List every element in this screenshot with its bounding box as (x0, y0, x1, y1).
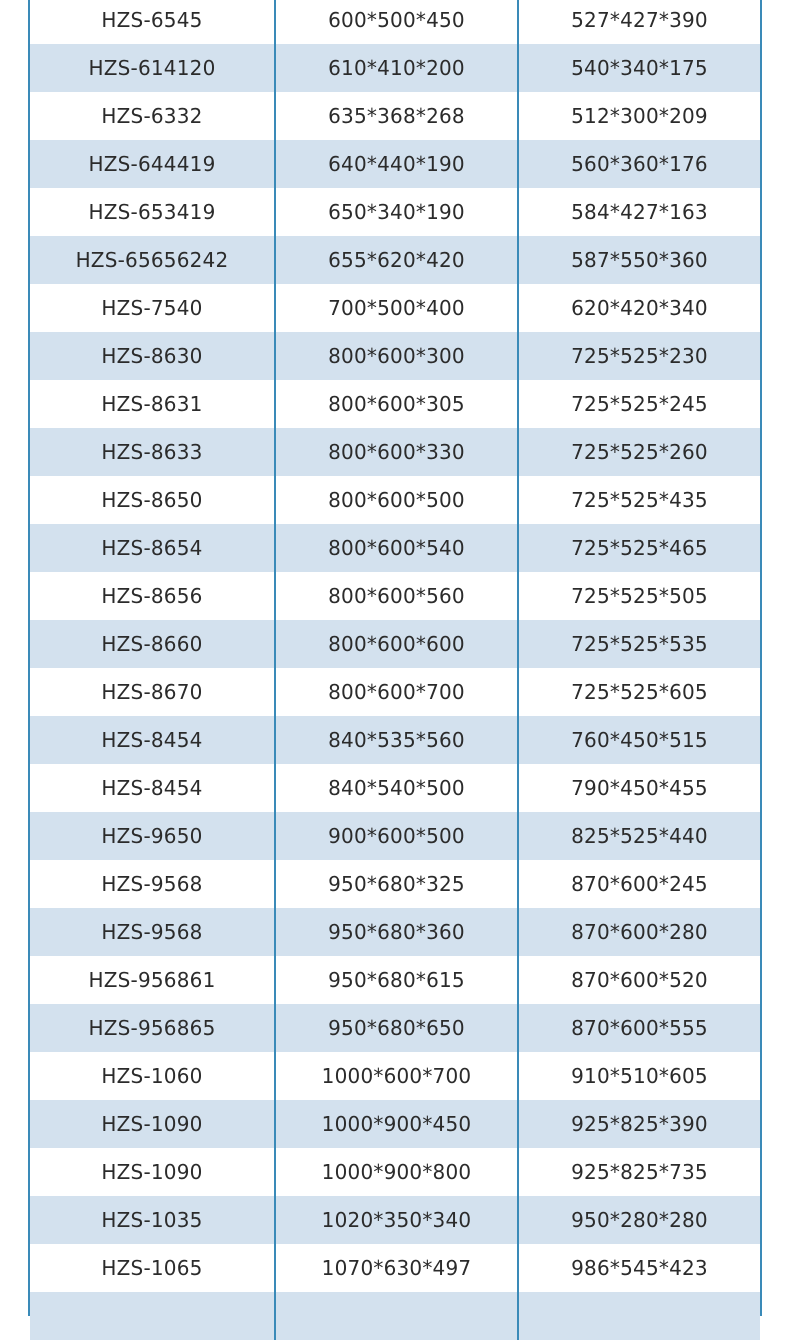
inner-size-cell: 725*525*535 (517, 620, 760, 668)
outer-size-cell: 800*600*540 (274, 524, 517, 572)
outer-size-cell: 800*600*700 (274, 668, 517, 716)
table-row (30, 524, 760, 572)
inner-size-cell: 540*340*175 (517, 44, 760, 92)
outer-size-cell: 900*600*500 (274, 812, 517, 860)
table-row (30, 188, 760, 236)
outer-size-cell: 950*680*650 (274, 1004, 517, 1052)
inner-size-cell: 870*600*555 (517, 1004, 760, 1052)
model-cell: HZS-644419 (88, 152, 216, 176)
model-cell: HZS-614120 (88, 56, 216, 80)
model-cell: HZS-1065 (101, 1256, 203, 1280)
inner-size-cell: 825*525*440 (517, 812, 760, 860)
model-cell: HZS-65656242 (75, 248, 229, 272)
inner-size-cell: 560*360*176 (517, 140, 760, 188)
inner-size-cell: 925*825*735 (517, 1148, 760, 1196)
inner-size-cell: 870*600*280 (517, 908, 760, 956)
outer-size-cell: 640*440*190 (274, 140, 517, 188)
table-row (30, 140, 760, 188)
inner-size-cell: 725*525*435 (517, 476, 760, 524)
outer-size-cell: 700*500*400 (274, 284, 517, 332)
model-cell: HZS-956861 (88, 968, 216, 992)
table-row (30, 716, 760, 764)
inner-size-cell: 986*545*423 (517, 1244, 760, 1292)
table-row (30, 236, 760, 284)
model-cell: HZS-8654 (101, 536, 203, 560)
model-cell: HZS-1090 (101, 1112, 203, 1136)
model-cell: HZS-9650 (101, 824, 203, 848)
table-row (30, 428, 760, 476)
inner-size-cell: 725*525*505 (517, 572, 760, 620)
table-row (30, 956, 760, 1004)
model-cell: HZS-7540 (101, 296, 203, 320)
model-cell (30, 1292, 274, 1340)
table-row (30, 1004, 760, 1052)
inner-size-cell: 925*825*390 (517, 1100, 760, 1148)
outer-size-cell: 650*340*190 (274, 188, 517, 236)
inner-size-cell: 620*420*340 (517, 284, 760, 332)
model-cell: HZS-8454 (101, 728, 203, 752)
model-cell: HZS-6545 (101, 8, 203, 32)
table-row (30, 1292, 760, 1340)
inner-size-cell: 725*525*605 (517, 668, 760, 716)
table-row (30, 476, 760, 524)
model-cell: HZS-8660 (101, 632, 203, 656)
table-row (30, 812, 760, 860)
outer-size-cell: 800*600*300 (274, 332, 517, 380)
model-cell: HZS-9568 (101, 920, 203, 944)
outer-size-cell: 600*500*450 (274, 0, 517, 44)
table-row (30, 668, 760, 716)
inner-size-cell: 584*427*163 (517, 188, 760, 236)
inner-size-cell: 760*450*515 (517, 716, 760, 764)
model-cell: HZS-1090 (101, 1160, 203, 1184)
table-row (30, 860, 760, 908)
outer-size-cell: 1020*350*340 (274, 1196, 517, 1244)
inner-size-cell: 587*550*360 (517, 236, 760, 284)
table-row (30, 572, 760, 620)
model-cell: HZS-8630 (101, 344, 203, 368)
table-row (30, 620, 760, 668)
inner-size-cell: 870*600*520 (517, 956, 760, 1004)
outer-size-cell: 1000*900*800 (274, 1148, 517, 1196)
inner-size-cell: 512*300*209 (517, 92, 760, 140)
outer-size-cell: 950*680*615 (274, 956, 517, 1004)
table-row (30, 1100, 760, 1148)
inner-size-cell: 527*427*390 (517, 0, 760, 44)
inner-size-cell: 725*525*465 (517, 524, 760, 572)
inner-size-cell (517, 1292, 760, 1340)
outer-size-cell: 800*600*330 (274, 428, 517, 476)
outer-size-cell: 800*600*500 (274, 476, 517, 524)
table-row (30, 284, 760, 332)
outer-size-cell: 655*620*420 (274, 236, 517, 284)
table-row (30, 332, 760, 380)
inner-size-cell: 725*525*245 (517, 380, 760, 428)
table-row (30, 1148, 760, 1196)
table-row (30, 1244, 760, 1292)
outer-size-cell: 1000*600*700 (274, 1052, 517, 1100)
model-cell: HZS-8670 (101, 680, 203, 704)
model-cell: HZS-653419 (88, 200, 216, 224)
model-cell: HZS-9568 (101, 872, 203, 896)
table-row (30, 380, 760, 428)
inner-size-cell: 950*280*280 (517, 1196, 760, 1244)
outer-size-cell: 800*600*305 (274, 380, 517, 428)
spec-table (28, 0, 762, 1316)
model-cell: HZS-8454 (101, 776, 203, 800)
inner-size-cell: 725*525*230 (517, 332, 760, 380)
table-row (30, 44, 760, 92)
inner-size-cell: 910*510*605 (517, 1052, 760, 1100)
outer-size-cell: 610*410*200 (274, 44, 517, 92)
table-row (30, 1196, 760, 1244)
table-row (30, 92, 760, 140)
inner-size-cell: 790*450*455 (517, 764, 760, 812)
outer-size-cell: 800*600*600 (274, 620, 517, 668)
outer-size-cell: 1000*900*450 (274, 1100, 517, 1148)
outer-size-cell: 1070*630*497 (274, 1244, 517, 1292)
outer-size-cell: 800*600*560 (274, 572, 517, 620)
model-cell: HZS-6332 (101, 104, 203, 128)
outer-size-cell: 950*680*360 (274, 908, 517, 956)
outer-size-cell: 635*368*268 (274, 92, 517, 140)
model-cell: HZS-1035 (101, 1208, 203, 1232)
outer-size-cell: 840*540*500 (274, 764, 517, 812)
outer-size-cell (274, 1292, 517, 1340)
outer-size-cell: 840*535*560 (274, 716, 517, 764)
table-row (30, 0, 760, 44)
table-row (30, 764, 760, 812)
table-row (30, 908, 760, 956)
model-cell: HZS-8633 (101, 440, 203, 464)
model-cell: HZS-8656 (101, 584, 203, 608)
model-cell: HZS-8631 (101, 392, 203, 416)
model-cell: HZS-8650 (101, 488, 203, 512)
table-row (30, 1052, 760, 1100)
inner-size-cell: 870*600*245 (517, 860, 760, 908)
outer-size-cell: 950*680*325 (274, 860, 517, 908)
inner-size-cell: 725*525*260 (517, 428, 760, 476)
model-cell: HZS-1060 (101, 1064, 203, 1088)
model-cell: HZS-956865 (88, 1016, 216, 1040)
